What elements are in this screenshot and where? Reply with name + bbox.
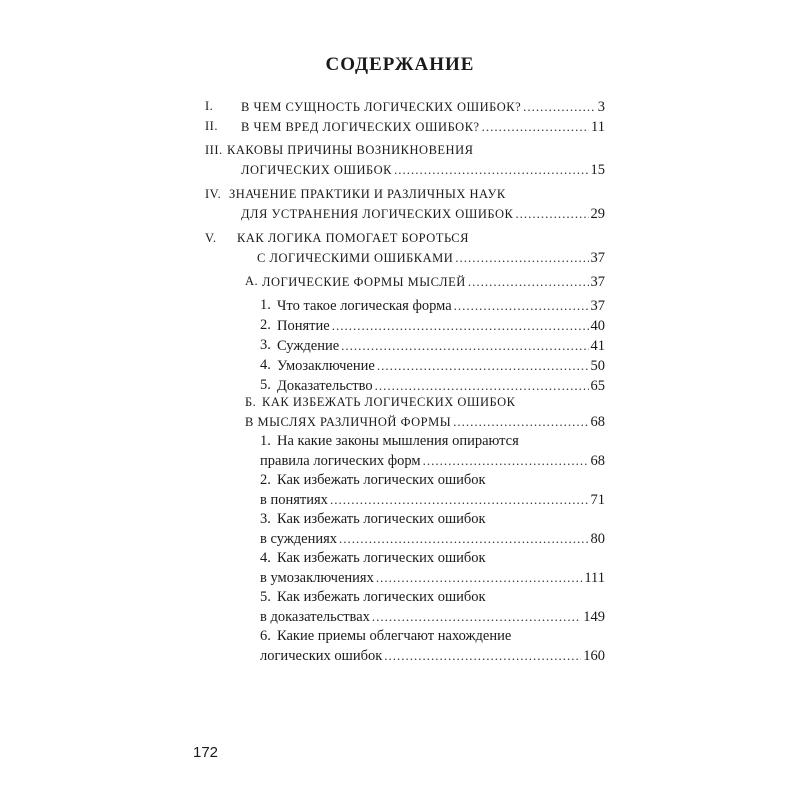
toc-entry-page: 3 <box>597 99 605 115</box>
toc-entry-number: 5. <box>260 589 271 605</box>
toc-entry-page: 80 <box>590 531 605 547</box>
toc-entry-number: IV. <box>205 187 222 201</box>
toc-entry-number: 1. <box>260 433 271 449</box>
toc-entry-number: I. <box>205 99 214 113</box>
dot-leader <box>332 316 589 335</box>
toc-entry-title: ЗНАЧЕНИЕ ПРАКТИКИ И РАЗЛИЧНЫХ НАУК <box>229 187 506 201</box>
toc-entry-title: Как избежать логических ошибок <box>277 550 486 566</box>
dot-leader <box>384 646 581 665</box>
toc-entry-number: III. <box>205 143 223 157</box>
toc-entry-number: II. <box>205 119 218 133</box>
toc-entry-title: Как избежать логических ошибок <box>277 589 486 605</box>
dot-leader <box>341 336 588 355</box>
toc-entry-title: Что такое логическая форма <box>277 298 452 314</box>
dot-leader <box>523 97 596 116</box>
page-number: 172 <box>193 744 219 761</box>
toc-entry-number: 4. <box>260 550 271 566</box>
dot-leader <box>454 296 589 315</box>
toc-entry-number: 2. <box>260 472 271 488</box>
dot-leader <box>515 204 588 223</box>
toc-entry-number: Б. <box>245 395 257 409</box>
toc-entry-title: Как избежать логических ошибок <box>277 511 486 527</box>
toc-entry-page: 37 <box>590 250 605 266</box>
dot-leader <box>453 412 588 431</box>
toc-entry-title: в доказательствах <box>260 609 370 625</box>
toc-entry-number: 3. <box>260 337 271 353</box>
toc-entry-title: ЛОГИЧЕСКИЕ ФОРМЫ МЫСЛЕЙ <box>262 275 466 289</box>
toc-entry-number: V. <box>205 231 217 245</box>
toc-entry-page: 65 <box>590 378 605 394</box>
toc-entry-title: в суждениях <box>260 531 338 547</box>
toc-entry-title: С ЛОГИЧЕСКИМИ ОШИБКАМИ <box>257 251 454 265</box>
toc-entry-title: ДЛЯ УСТРАНЕНИЯ ЛОГИЧЕСКИХ ОШИБОК <box>241 207 514 221</box>
toc-entry-number: 5. <box>260 377 271 393</box>
toc-entry-title: логических ошибок <box>260 648 383 664</box>
toc-entry-page: 37 <box>590 274 605 290</box>
toc-entry-number: 1. <box>260 297 271 313</box>
toc-entry-page: 37 <box>590 298 605 314</box>
toc-entry-page: 68 <box>590 414 605 430</box>
dot-leader <box>339 529 588 548</box>
toc-entry-number: 3. <box>260 511 271 527</box>
toc-entry-page: 50 <box>590 358 605 374</box>
dot-leader <box>377 356 589 375</box>
toc-entry-title: правила логических форм <box>260 453 421 469</box>
dot-leader <box>376 568 582 587</box>
toc-entry-title: Какие приемы облегчают нахождение <box>277 628 512 644</box>
toc-entry-title: Суждение <box>277 338 340 354</box>
toc-entry-number: А. <box>245 274 259 288</box>
toc-entry-page: 41 <box>590 338 605 354</box>
toc-entry-title: ЛОГИЧЕСКИХ ОШИБОК <box>241 163 392 177</box>
dot-leader <box>468 272 589 291</box>
toc-entry-title: На какие законы мышления опираются <box>277 433 519 449</box>
toc-entry-title: в понятиях <box>260 492 328 508</box>
toc-entry-number: 4. <box>260 357 271 373</box>
toc-entry-number: 2. <box>260 317 271 333</box>
toc-entry-title: В ЧЕМ СУЩНОСТЬ ЛОГИЧЕСКИХ ОШИБОК? <box>241 100 522 114</box>
toc-entry-title: КАК ЛОГИКА ПОМОГАЕТ БОРОТЬСЯ <box>237 231 469 245</box>
toc-entry-title: Доказательство <box>277 378 373 394</box>
toc-entry-page: 40 <box>590 318 605 334</box>
dot-leader <box>455 248 588 267</box>
toc-entry-title: Умозаключение <box>277 358 375 374</box>
toc-entry-page: 29 <box>590 206 605 222</box>
dot-leader <box>423 451 589 470</box>
toc-entry-title: КАК ИЗБЕЖАТЬ ЛОГИЧЕСКИХ ОШИБОК <box>262 395 516 409</box>
toc-entry-page: 149 <box>583 609 605 625</box>
toc-entry-title: КАКОВЫ ПРИЧИНЫ ВОЗНИКНОВЕНИЯ <box>227 143 474 157</box>
toc-entry-page: 160 <box>583 648 605 664</box>
toc-entry-title: В МЫСЛЯХ РАЗЛИЧНОЙ ФОРМЫ <box>245 415 452 429</box>
toc-entry-number: 6. <box>260 628 271 644</box>
toc-entry-title: Понятие <box>277 318 330 334</box>
dot-leader <box>372 607 581 626</box>
toc-entry-page: 111 <box>584 570 605 586</box>
toc-entry-title: Как избежать логических ошибок <box>277 472 486 488</box>
toc-title: СОДЕРЖАНИЕ <box>325 54 475 75</box>
toc-entry-title: в умозаключениях <box>260 570 374 586</box>
toc-entry-page: 15 <box>590 162 605 178</box>
toc-entry-page: 71 <box>590 492 605 508</box>
dot-leader <box>394 160 589 179</box>
toc-entry-page: 68 <box>590 453 605 469</box>
toc-entry-page: 11 <box>591 119 605 135</box>
dot-leader <box>330 490 589 509</box>
dot-leader <box>482 117 589 136</box>
toc-entry-title: В ЧЕМ ВРЕД ЛОГИЧЕСКИХ ОШИБОК? <box>241 120 480 134</box>
